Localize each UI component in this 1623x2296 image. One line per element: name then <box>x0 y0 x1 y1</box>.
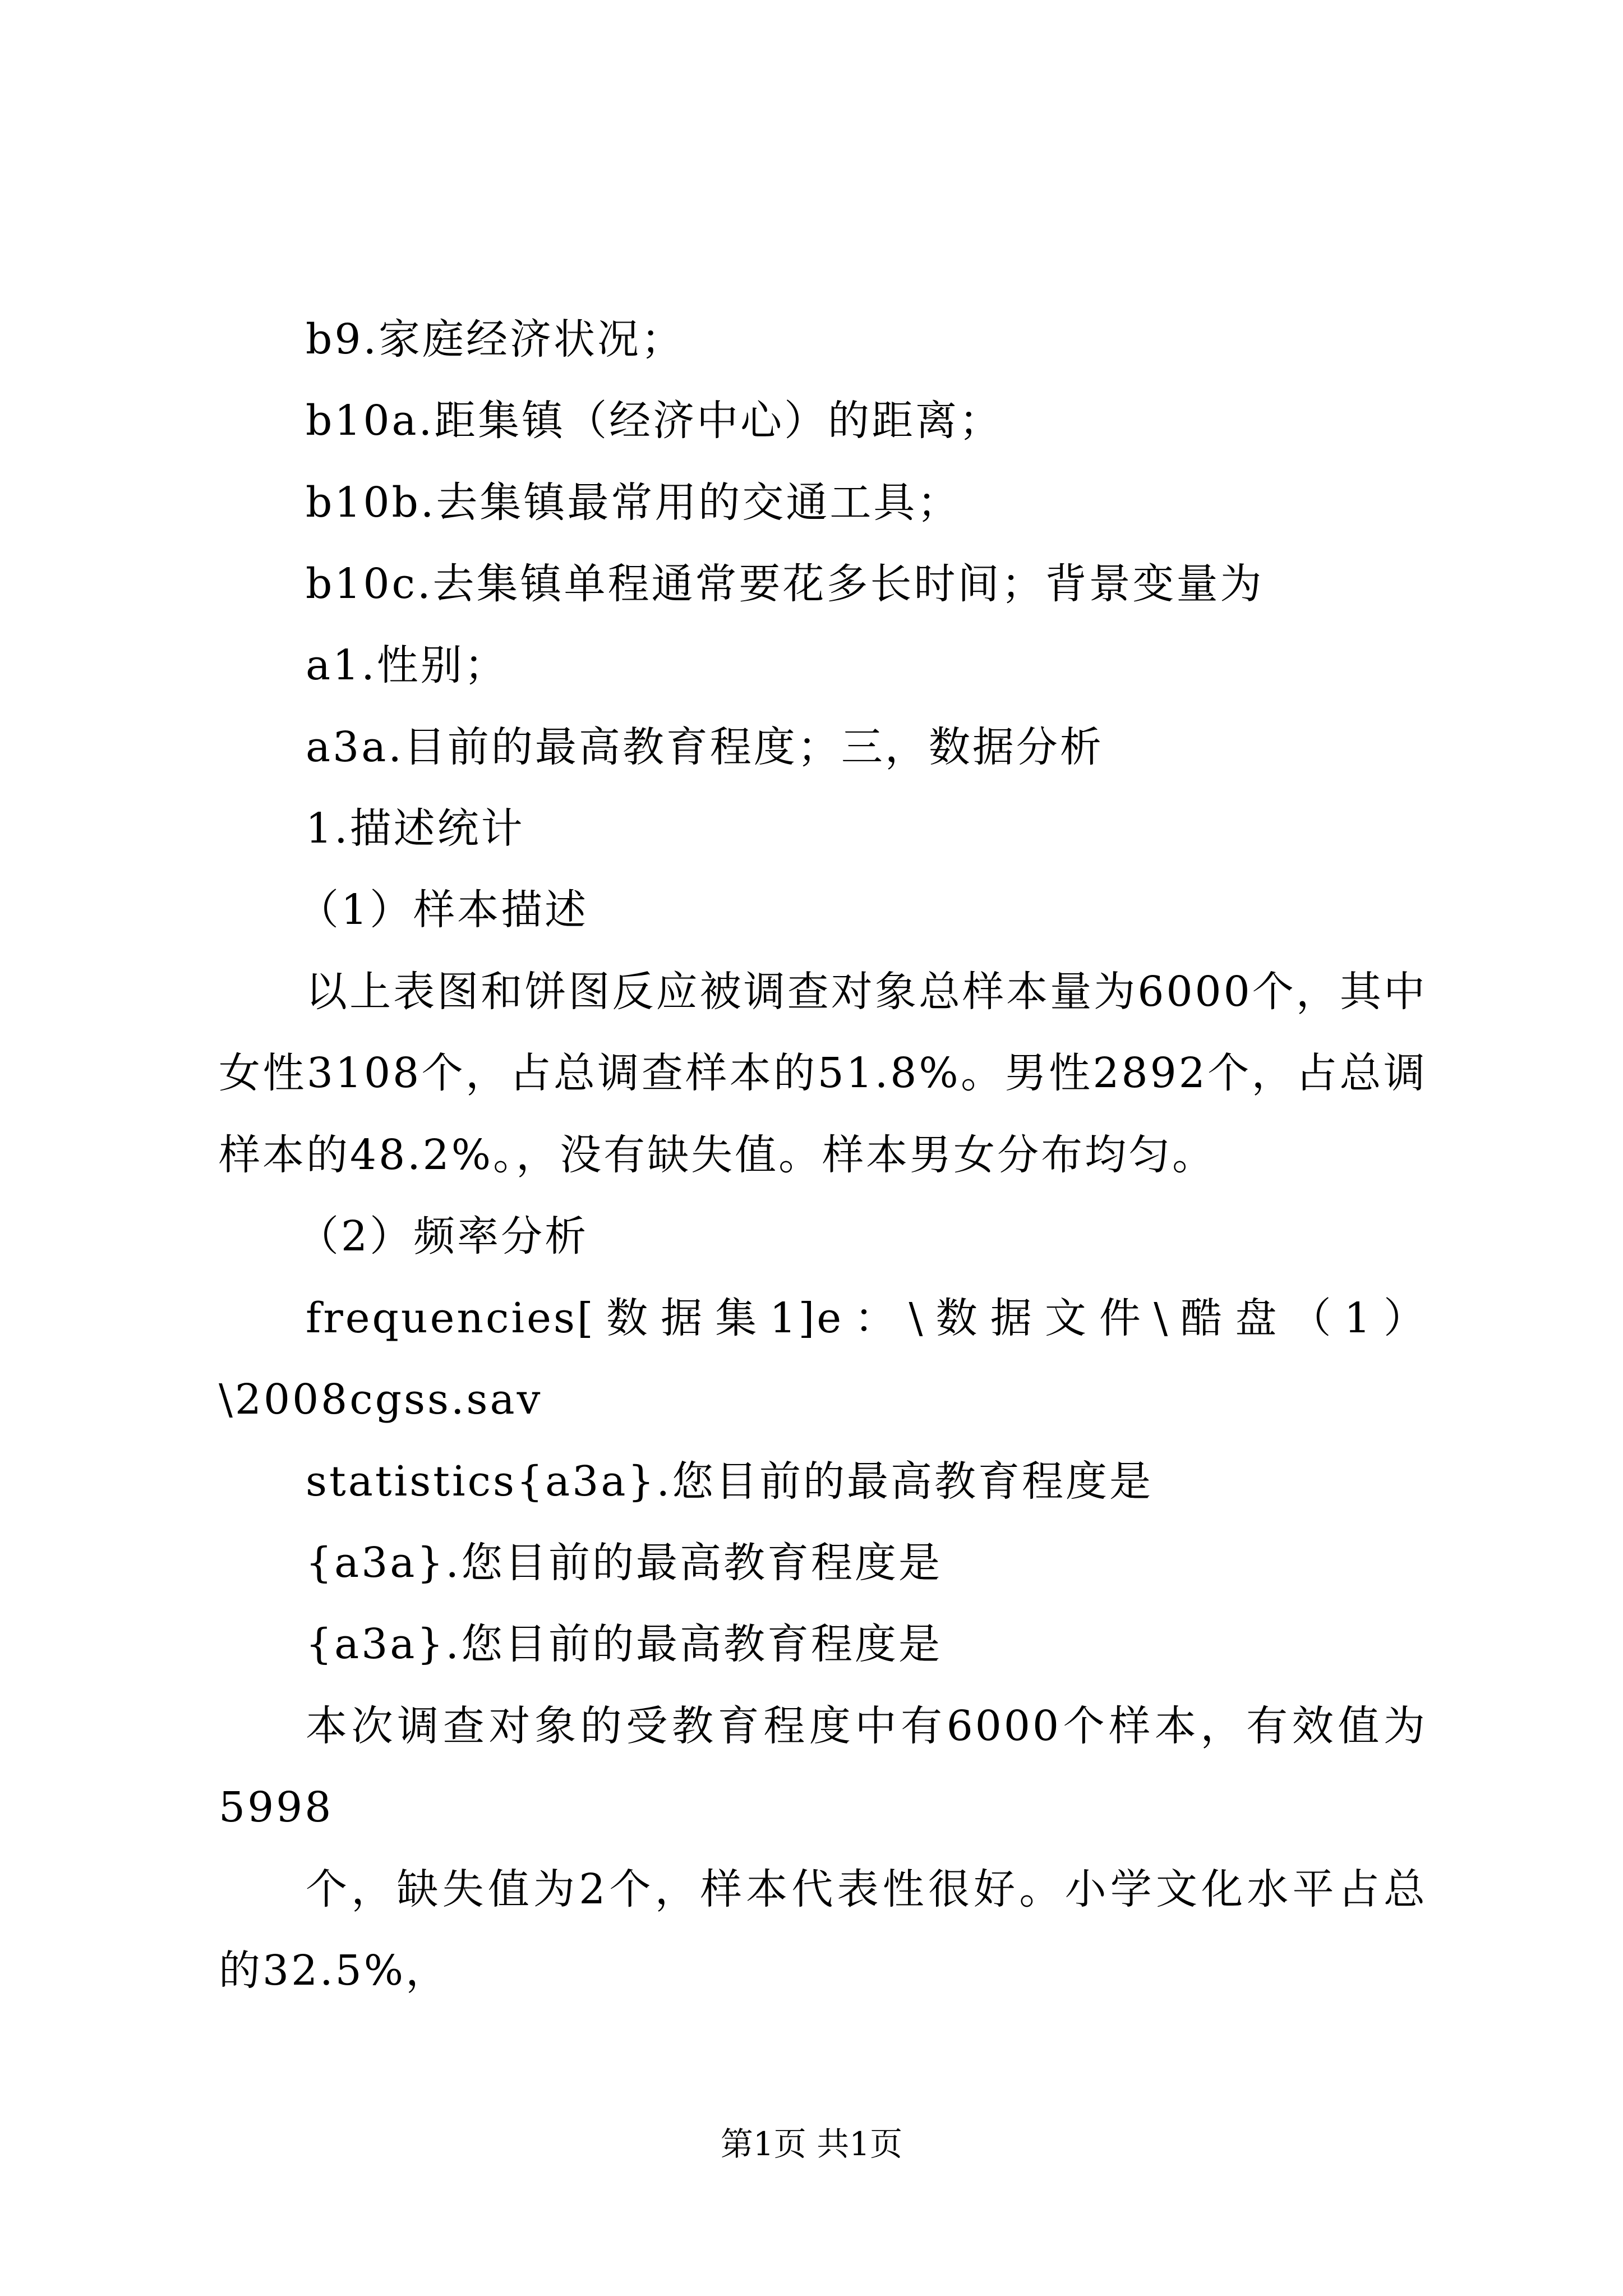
text-line-a3a: a3a.目前的最高教育程度；三，数据分析 <box>306 723 1104 771</box>
subsection-heading-frequency: （2）频率分析 <box>297 1212 589 1260</box>
subsection-heading-sample: （1）样本描述 <box>297 886 589 934</box>
text-line-b9: b9.家庭经济状况； <box>306 315 685 364</box>
education-paragraph-line-4: 的32.5%， <box>219 1947 450 1995</box>
paragraph-line-1: 以上表图和饼图反应被调查对象总样本量为6000个，其中 <box>306 968 1427 1016</box>
text-line-b10c: b10c.去集镇单程通常要花多长时间；背景变量为 <box>306 560 1264 608</box>
text-line-a1: a1.性别； <box>306 641 508 689</box>
text-line-b10a: b10a.距集镇（经济中心）的距离； <box>306 397 1003 445</box>
variable-label-line-2: {a3a}.您目前的最高教育程度是 <box>306 1620 943 1668</box>
text-line-b10b: b10b.去集镇最常用的交通工具； <box>306 478 961 527</box>
education-paragraph-line-1: 本次调查对象的受教育程度中有6000个样本，有效值为 <box>306 1702 1427 1750</box>
file-path-line: \2008cgss.sav <box>219 1375 543 1424</box>
education-paragraph-line-3: 个，缺失值为2个，样本代表性很好。小学文化水平占总 <box>306 1865 1427 1913</box>
paragraph-line-2: 女性3108个，占总调查样本的51.8%。男性2892个，占总调 <box>219 1049 1427 1097</box>
statistics-line: statistics{a3a}.您目前的最高教育程度是 <box>306 1457 1154 1506</box>
frequencies-command-line: frequencies[数据集1]e：\数据文件\酷盘（1） <box>306 1294 1427 1342</box>
variable-label-line-1: {a3a}.您目前的最高教育程度是 <box>306 1539 943 1587</box>
paragraph-line-3: 样本的48.2%。，没有缺失值。样本男女分布均匀。 <box>219 1131 1216 1179</box>
page-footer: 第1页 共1页 <box>720 2125 903 2163</box>
section-heading-descriptive-stats: 1.描述统计 <box>306 804 525 853</box>
education-paragraph-line-2: 5998 <box>219 1783 334 1832</box>
